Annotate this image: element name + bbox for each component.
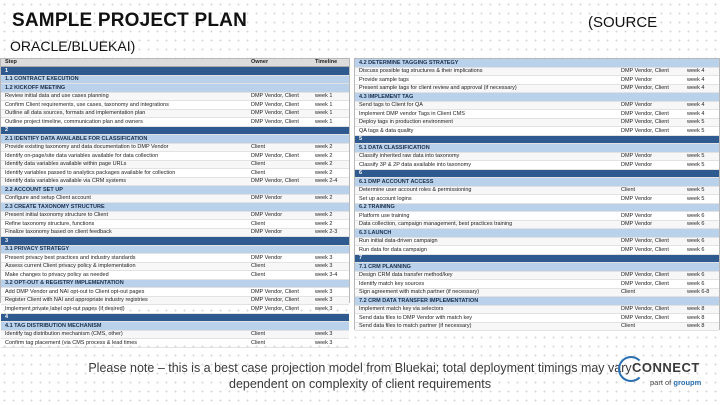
cell-step: Outline project timeline, communication plan and owners bbox=[5, 118, 143, 125]
table-row bbox=[355, 110, 719, 119]
cell-owner: DMP Vendor, Client bbox=[251, 152, 299, 159]
section-row bbox=[1, 280, 349, 289]
section-row bbox=[355, 93, 719, 102]
cell-step: Register Client with NAI and appropriate industry registries bbox=[5, 297, 148, 303]
section-row bbox=[1, 135, 349, 144]
table-row bbox=[1, 212, 349, 221]
cell-owner: Client bbox=[621, 323, 636, 329]
cell-owner: DMP Vendor bbox=[621, 221, 653, 227]
cell-step: Run initial data-driven campaign bbox=[359, 238, 438, 244]
page-title: SAMPLE PROJECT PLAN bbox=[12, 10, 247, 31]
phase-row bbox=[355, 255, 719, 264]
cell-timeline: week 2 bbox=[315, 220, 333, 227]
cell-step: Identify data variables available within page URLs bbox=[5, 161, 127, 167]
cell-step: Sign agreement with match partner (if necessary) bbox=[359, 289, 480, 295]
cell-owner: DMP Vendor, Client bbox=[621, 280, 669, 287]
section-row bbox=[355, 297, 719, 306]
cell-step: Outline all data sources, formats and implementation plan bbox=[5, 110, 146, 116]
cell-timeline: week 3-4 bbox=[315, 271, 338, 278]
cell-step: Implement match key via selectors bbox=[359, 306, 444, 312]
disclaimer-line-1: Please note – this is a best case projection model from Bluekai; total deployment timings may vary bbox=[88, 361, 632, 375]
cell-step: Add DMP Vendor and NAI opt-out to Client opt-out pages bbox=[5, 288, 145, 295]
table-row bbox=[355, 85, 719, 94]
cell-timeline: week 6-8 bbox=[687, 289, 710, 295]
cell-step: Implement private label opt-out pages (if desired) bbox=[5, 305, 125, 312]
project-plan-table-left bbox=[0, 58, 350, 346]
section-row bbox=[1, 186, 349, 195]
cell-step: Confirm Client requirements, use cases, taxonomy and integrations bbox=[5, 101, 169, 108]
cell-step: 1 bbox=[5, 67, 9, 74]
cell-step: Identify tag distribution mechanism (CMS, other) bbox=[5, 331, 123, 337]
table-row bbox=[355, 272, 719, 281]
logo-tagline bbox=[650, 378, 701, 387]
cell-step: 2.3 CREATE TAXONOMY STRUCTURE bbox=[5, 203, 105, 210]
cell-step: Platform use training bbox=[359, 212, 410, 219]
cell-owner: Client bbox=[251, 339, 266, 346]
cell-timeline: week 8 bbox=[687, 306, 705, 312]
cell-step: Review initial data and use cases planning bbox=[5, 93, 109, 99]
phase-row bbox=[355, 170, 719, 179]
cell-owner: Client bbox=[621, 187, 636, 193]
cell-step: 6.2 TRAINING bbox=[359, 204, 395, 210]
cell-step: Deploy tags in production environment bbox=[359, 119, 453, 125]
table-row bbox=[355, 119, 719, 128]
cell-step: Discuss possible tag structures & their implications bbox=[359, 68, 483, 74]
cell-step: 7 bbox=[359, 255, 363, 261]
cell-timeline: week 1 bbox=[315, 118, 333, 125]
cell-step: 2.2 ACCOUNT SET UP bbox=[5, 186, 63, 193]
cell-timeline: week 2 bbox=[315, 169, 333, 176]
cell-owner: DMP Vendor, Client bbox=[621, 68, 669, 74]
cell-owner: DMP Vendor, Client bbox=[621, 238, 669, 244]
cell-timeline: week 3 bbox=[315, 305, 333, 312]
cell-step: Send tags to Client for QA bbox=[359, 102, 423, 108]
section-row bbox=[1, 76, 349, 85]
section-row bbox=[355, 229, 719, 238]
cell-step: Data collection, campaign management, best practices training bbox=[359, 221, 513, 227]
table-row bbox=[355, 221, 719, 230]
section-row bbox=[355, 144, 719, 153]
cell-timeline: week 6 bbox=[687, 246, 705, 253]
cell-owner: Client bbox=[251, 271, 266, 278]
section-row bbox=[1, 322, 349, 331]
cell-owner: DMP Vendor bbox=[621, 102, 653, 108]
cell-step: Identify match key sources bbox=[359, 280, 425, 287]
table-row bbox=[355, 238, 719, 247]
phase-row bbox=[1, 237, 349, 246]
cell-owner: DMP Vendor bbox=[621, 76, 653, 83]
logo-wordmark: CONNECT bbox=[632, 360, 700, 375]
cell-owner: DMP Vendor, Client bbox=[621, 85, 669, 91]
cell-owner: DMP Vendor, Client bbox=[621, 127, 669, 134]
table-row bbox=[355, 102, 719, 111]
cell-timeline: week 5 bbox=[687, 153, 705, 159]
table-row bbox=[1, 288, 349, 297]
project-plan-table-right bbox=[354, 58, 720, 330]
cell-step: Send data files to match partner (if necessary) bbox=[359, 323, 472, 329]
cell-timeline: week 2 bbox=[315, 144, 333, 150]
table-row bbox=[1, 263, 349, 272]
cell-owner: DMP Vendor, Client bbox=[251, 297, 299, 303]
cell-step: 3 bbox=[5, 237, 9, 244]
cell-timeline: week 2-4 bbox=[315, 178, 338, 184]
cell-owner: DMP Vendor, Client bbox=[621, 306, 669, 312]
cell-owner: DMP Vendor bbox=[251, 195, 283, 201]
cell-timeline: week 5 bbox=[687, 119, 705, 125]
cell-owner: DMP Vendor, Client bbox=[621, 314, 669, 321]
cell-step: 4.1 TAG DISTRIBUTION MECHANISM bbox=[5, 322, 102, 329]
cell-timeline: week 6 bbox=[687, 280, 705, 287]
cell-timeline: week 8 bbox=[687, 314, 705, 321]
cell-owner: DMP Vendor bbox=[621, 195, 653, 202]
cell-owner: Client bbox=[251, 169, 266, 176]
cell-timeline: week 2 bbox=[315, 212, 333, 218]
source-label-continued: ORACLE/BLUEKAI) bbox=[10, 38, 136, 54]
cell-step: 3.2 OPT-OUT & REGISTRY IMPLEMENTATION bbox=[5, 280, 124, 286]
cell-timeline: week 3 bbox=[315, 331, 333, 337]
cell-step: Determine user account roles & permissioning bbox=[359, 187, 472, 193]
table-row bbox=[1, 195, 349, 204]
cell-timeline: week 1 bbox=[315, 93, 333, 99]
cell-step: Send data files to DMP Vendor with match key bbox=[359, 314, 473, 321]
cell-step: 4.2 DETERMINE TAGGING STRATEGY bbox=[359, 59, 459, 66]
cell-timeline: week 4 bbox=[687, 68, 705, 74]
table-row bbox=[355, 153, 719, 162]
table-row bbox=[355, 280, 719, 289]
table-row bbox=[355, 289, 719, 298]
table-row bbox=[1, 118, 349, 127]
cell-timeline: week 4 bbox=[687, 110, 705, 117]
table-row bbox=[1, 297, 349, 306]
table-row bbox=[355, 68, 719, 77]
cell-timeline: week 5 bbox=[687, 161, 705, 168]
cell-step: Identify on-page/site data variables available for data collection bbox=[5, 152, 159, 159]
table-body-left bbox=[1, 67, 349, 348]
cell-owner: DMP Vendor, Client bbox=[621, 272, 669, 278]
cell-step: QA tags & data quality bbox=[359, 127, 414, 134]
cell-owner: DMP Vendor bbox=[621, 161, 653, 168]
cell-owner: DMP Vendor bbox=[251, 212, 283, 218]
cell-timeline: week 5 bbox=[687, 187, 705, 193]
cell-step: Assess current Client privacy policy & implementation bbox=[5, 263, 136, 269]
table-row bbox=[1, 271, 349, 280]
table-row bbox=[355, 314, 719, 323]
cell-owner: DMP Vendor, Client bbox=[251, 110, 299, 116]
table-row bbox=[1, 101, 349, 110]
cell-step: Present initial taxonomy structure to Client bbox=[5, 212, 109, 218]
table-row bbox=[1, 110, 349, 119]
cell-owner: Client bbox=[251, 331, 266, 337]
cell-step: Confirm tag placement (via CMS process & lead times bbox=[5, 339, 138, 346]
table-row bbox=[1, 339, 349, 348]
cell-step: 6 bbox=[359, 170, 363, 176]
cell-owner: DMP Vendor, Client bbox=[251, 288, 299, 295]
table-row bbox=[355, 127, 719, 136]
table-row bbox=[1, 93, 349, 102]
column-header-owner: Owner bbox=[251, 59, 269, 66]
cell-step: Set up account logins bbox=[359, 195, 412, 202]
cell-owner: DMP Vendor bbox=[251, 229, 283, 235]
cell-owner: Client bbox=[251, 220, 266, 227]
cell-step: 5.1 DATA CLASSIFICATION bbox=[359, 144, 430, 151]
cell-step: Identify data variables available via CRM systems bbox=[5, 178, 127, 184]
cell-step: 2 bbox=[5, 127, 9, 133]
cell-owner: DMP Vendor bbox=[621, 212, 653, 219]
disclaimer-note bbox=[60, 360, 660, 392]
cell-timeline: week 6 bbox=[687, 221, 705, 227]
table-row bbox=[1, 254, 349, 263]
cell-timeline: week 3 bbox=[315, 263, 333, 269]
cell-step: Make changes to privacy policy as needed bbox=[5, 271, 109, 278]
table-row bbox=[1, 169, 349, 178]
disclaimer-line-2: dependent on complexity of client requirements bbox=[229, 377, 491, 391]
section-row bbox=[355, 204, 719, 213]
cell-timeline: week 1 bbox=[315, 101, 333, 108]
phase-row bbox=[1, 127, 349, 136]
logo-part-of: part of bbox=[650, 378, 672, 387]
cell-step: Run data for data campaign bbox=[359, 246, 427, 253]
cell-timeline: week 5 bbox=[687, 195, 705, 202]
source-label: (SOURCE bbox=[588, 14, 658, 31]
cell-step: Classify 3P & 2P data available into taxonomy bbox=[359, 161, 472, 168]
cell-step: Present sample tags for client review and approval (if necessary) bbox=[359, 85, 517, 91]
cell-step: 7.2 CRM DATA TRANSFER IMPLEMENTATION bbox=[359, 297, 479, 304]
cell-step: 6.3 LAUNCH bbox=[359, 229, 392, 236]
cell-owner: DMP Vendor bbox=[251, 254, 283, 261]
cell-timeline: week 8 bbox=[687, 323, 705, 329]
cell-timeline: week 2 bbox=[315, 152, 333, 159]
table-row bbox=[1, 144, 349, 153]
cell-owner: DMP Vendor, Client bbox=[621, 246, 669, 253]
cell-timeline: week 2-3 bbox=[315, 229, 338, 235]
cell-owner: Client bbox=[621, 289, 636, 295]
table-body-right bbox=[355, 59, 719, 331]
cell-step: Identify variables passed to analytics packages available for collection bbox=[5, 169, 176, 176]
table-row bbox=[355, 306, 719, 315]
cell-timeline: week 6 bbox=[687, 212, 705, 219]
table-row bbox=[1, 152, 349, 161]
table-row bbox=[1, 178, 349, 187]
cell-timeline: week 3 bbox=[315, 297, 333, 303]
cell-owner: DMP Vendor, Client bbox=[251, 178, 299, 184]
section-row bbox=[355, 59, 719, 68]
table-row bbox=[1, 331, 349, 340]
cell-step: Design CRM data transfer method/key bbox=[359, 272, 453, 278]
cell-timeline: week 6 bbox=[687, 238, 705, 244]
cell-timeline: week 2 bbox=[315, 195, 333, 201]
cell-owner: DMP Vendor, Client bbox=[251, 93, 299, 99]
cell-timeline: week 4 bbox=[687, 85, 705, 91]
cell-owner: DMP Vendor, Client bbox=[251, 101, 299, 108]
table-row bbox=[1, 229, 349, 238]
logo-group: groupm bbox=[673, 378, 702, 387]
cell-step: 6.1 DMP ACCOUNT ACCESS bbox=[359, 178, 434, 185]
cell-timeline: week 1 bbox=[315, 110, 333, 116]
cell-owner: Client bbox=[251, 263, 266, 269]
section-row bbox=[1, 203, 349, 212]
cell-owner: DMP Vendor, Client bbox=[251, 118, 299, 125]
cell-step: 3.1 PRIVACY STRATEGY bbox=[5, 246, 70, 252]
cell-timeline: week 3 bbox=[315, 254, 333, 261]
cell-timeline: week 6 bbox=[687, 272, 705, 278]
table-row bbox=[355, 187, 719, 196]
cell-owner: DMP Vendor, Client bbox=[251, 305, 299, 312]
cell-timeline: week 5 bbox=[687, 127, 705, 134]
section-row bbox=[1, 246, 349, 255]
cell-step: 1.2 KICKOFF MEETING bbox=[5, 84, 66, 91]
section-row bbox=[355, 178, 719, 187]
table-row bbox=[355, 195, 719, 204]
cell-step: Present privacy best practices and industry standards bbox=[5, 254, 136, 261]
table-row bbox=[1, 220, 349, 229]
cell-owner: Client bbox=[251, 144, 266, 150]
cell-timeline: week 2 bbox=[315, 161, 333, 167]
cell-step: Provide sample tags bbox=[359, 76, 409, 83]
table-row bbox=[1, 161, 349, 170]
phase-row bbox=[355, 136, 719, 145]
table-header bbox=[1, 59, 349, 67]
cell-owner: DMP Vendor, Client bbox=[621, 119, 669, 125]
cell-timeline: week 3 bbox=[315, 339, 333, 346]
column-header-timeline: Timeline bbox=[315, 59, 338, 66]
cell-timeline: week 3 bbox=[315, 288, 333, 295]
phase-row bbox=[1, 314, 349, 323]
column-header-step: Step bbox=[5, 59, 17, 66]
table-row bbox=[355, 246, 719, 255]
cell-step: Configure and setup Client account bbox=[5, 195, 91, 201]
title-bar bbox=[0, 0, 720, 58]
cell-timeline: week 4 bbox=[687, 76, 705, 83]
table-row bbox=[355, 323, 719, 332]
cell-step: 5 bbox=[359, 136, 363, 142]
cell-step: Finalize taxonomy based on client feedback bbox=[5, 229, 112, 235]
cell-step: Classify inherited raw data into taxonomy bbox=[359, 153, 460, 159]
connect-logo bbox=[614, 354, 720, 392]
cell-step: 4 bbox=[5, 314, 9, 320]
table-row bbox=[355, 76, 719, 85]
cell-step: Provide existing taxonomy and data documentation to DMP Vendor bbox=[5, 144, 169, 150]
cell-step: 2.1 IDENTIFY DATA AVAILABLE FOR CLASSIFICATION bbox=[5, 135, 148, 142]
cell-owner: DMP Vendor bbox=[621, 153, 653, 159]
cell-step: Refine taxonomy structure, functions bbox=[5, 220, 95, 227]
cell-owner: Client bbox=[251, 161, 266, 167]
cell-step: Implement DMP vendor Tags in Client CMS bbox=[359, 110, 465, 117]
table-row bbox=[355, 212, 719, 221]
section-row bbox=[1, 84, 349, 93]
table-row bbox=[1, 305, 349, 314]
cell-timeline: week 4 bbox=[687, 102, 705, 108]
cell-step: 1.1 CONTRACT EXECUTION bbox=[5, 76, 79, 82]
phase-row bbox=[1, 67, 349, 76]
table-row bbox=[355, 161, 719, 170]
cell-owner: DMP Vendor, Client bbox=[621, 110, 669, 117]
cell-step: 4.3 IMPLEMENT TAG bbox=[359, 93, 414, 100]
cell-step: 7.1 CRM PLANNING bbox=[359, 263, 411, 270]
section-row bbox=[355, 263, 719, 272]
